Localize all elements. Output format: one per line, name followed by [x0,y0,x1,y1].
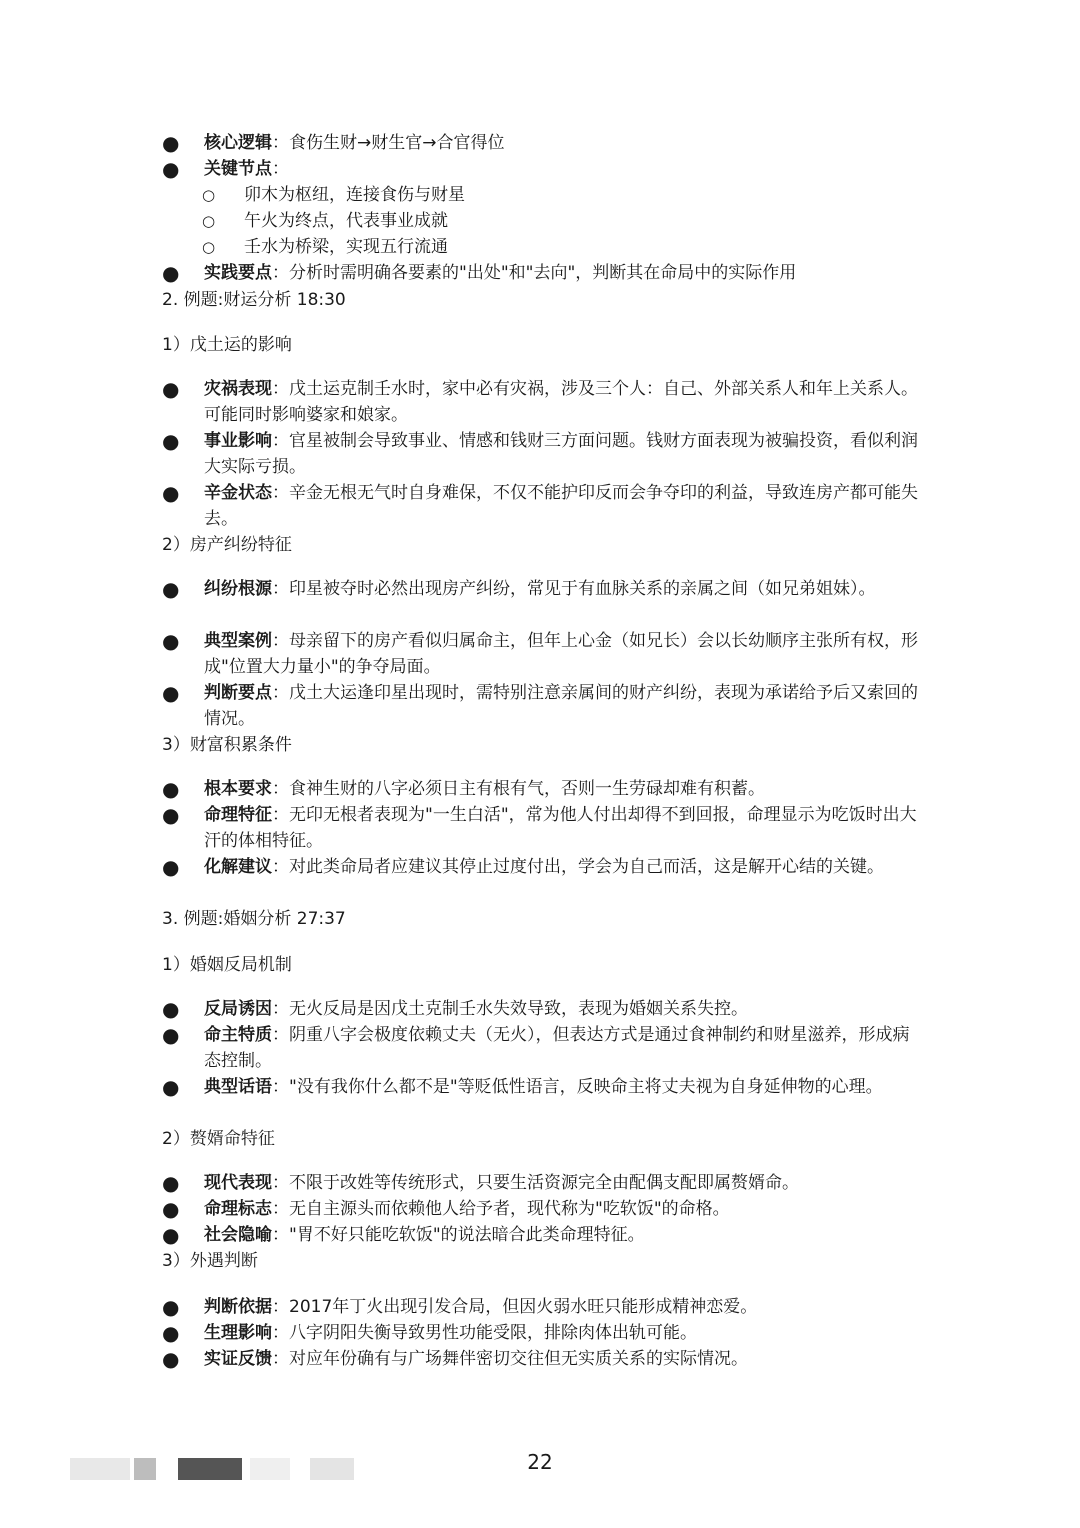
bullet-icon: ● [162,803,180,827]
item-text: 戊土大运逢印星出现时，需特别注意亲属间的财产纠纷，表现为承诺给予后又索回的情况。 [204,683,918,729]
list-item: 命理标志：无自主源头而依赖他人给予者，现代称为"吃软饭"的命格。 [204,1199,730,1219]
list-item: 典型案例：母亲留下的房产看似归属命主，但年上心金（如兄长）会以长幼顺序主张所有权，形成"位置大力量小"的争夺局面。 [204,631,918,677]
item-label: 生理影响 [204,1323,272,1343]
list-item: 事业影响：官星被制会导致事业、情感和钱财三方面问题。钱财方面表现为被骗投资，看似利润大实际亏损。 [204,431,918,477]
item-label: 判断依据 [204,1297,272,1317]
item-label: 辛金状态 [204,483,272,503]
item-label: 实践要点 [204,263,272,283]
list-item: 化解建议：对此类命局者应建议其停止过度付出，学会为自己而活，这是解开心结的关键。 [204,857,884,877]
list-item: 辛金状态：辛金无根无气时自身难保，不仅不能护印反而会争夺印的利益，导致连房产都可能失去。 [204,483,918,529]
bullet-icon: ● [162,481,180,505]
item-text: 阴重八字会极度依赖丈夫（无火），但表达方式是通过食神制约和财星滋养，形成病态控制。 [204,1025,910,1071]
practice-item: 实践要点：分析时需明确各要素的"出处"和"去向"，判断其在命局中的实际作用 [204,263,797,283]
bullet-icon: ● [162,1223,180,1247]
item-text: 辛金无根无气时自身难保，不仅不能护印反而会争夺印的利益，导致连房产都可能失去。 [204,483,918,529]
item-text: 无自主源头而依赖他人给予者，现代称为"吃软饭"的命格。 [289,1199,730,1219]
item-label: 核心逻辑 [204,133,272,153]
blurred-watermark [134,1458,156,1480]
item-text: 八字阴阳失衡导致男性功能受限，排除肉体出轨可能。 [289,1323,697,1343]
item-text: 无印无根者表现为"一生白活"，常为他人付出却得不到回报，命理显示为吃饭时出大汗的体相特征。 [204,805,917,851]
bullet-icon: ● [162,377,180,401]
item-label: 纠纷根源 [204,579,272,599]
item-label: 判断要点 [204,683,272,703]
bullet-icon: ● [162,1023,180,1047]
bullet-icon: ● [162,1197,180,1221]
item-label: 化解建议 [204,857,272,877]
item-label: 社会隐喻 [204,1225,272,1245]
item-text: "胃不好只能吃软饭"的说法暗合此类命理特征。 [289,1225,645,1245]
bullet-icon: ● [162,131,180,155]
subsection-heading: 1）戊土运的影响 [162,335,292,355]
bullet-icon: ● [162,157,180,181]
bullet-icon: ● [162,429,180,453]
item-label: 命主特质 [204,1025,272,1045]
bullet-icon: ● [162,577,180,601]
item-label: 现代表现 [204,1173,272,1193]
list-item: 典型话语："没有我你什么都不是"等贬低性语言，反映命主将丈夫视为自身延伸物的心理。 [204,1077,883,1097]
item-text: 食神生财的八字必须日主有根有气，否则一生劳碌却难有积蓄。 [289,779,765,799]
item-label: 事业影响 [204,431,272,451]
list-item: 判断依据：2017年丁火出现引发合局，但因火弱水旺只能形成精神恋爱。 [204,1297,758,1317]
bullet-icon: ● [162,997,180,1021]
item-label: 根本要求 [204,779,272,799]
item-label: 反局诱因 [204,999,272,1019]
subsection-heading: 2）房产纠纷特征 [162,535,292,555]
subsection-heading: 3）外遇判断 [162,1251,258,1271]
list-item: 命主特质：阴重八字会极度依赖丈夫（无火），但表达方式是通过食神制约和财星滋养，形成病态控制。 [204,1025,910,1071]
item-text: 对应年份确有与广场舞伴密切交往但无实质关系的实际情况。 [289,1349,748,1369]
sub-bullet-icon: ○ [202,212,216,230]
item-text: 食伤生财→财生官→合官得位 [289,133,505,153]
blurred-watermark [70,1458,130,1480]
bullet-icon: ● [162,1347,180,1371]
item-label: 实证反馈 [204,1349,272,1369]
list-item: 实证反馈：对应年份确有与广场舞伴密切交往但无实质关系的实际情况。 [204,1349,748,1369]
section-heading: 2. 例题:财运分析 18:30 [162,290,346,310]
intro-item: 关键节点： [204,159,289,179]
list-item: 命理特征：无印无根者表现为"一生白活"，常为他人付出却得不到回报，命理显示为吃饭时出大汗的体相特征。 [204,805,917,851]
bullet-icon: ● [162,1295,180,1319]
bullet-icon: ● [162,629,180,653]
item-label: 命理特征 [204,805,272,825]
blurred-watermark [178,1458,242,1480]
bullet-icon: ● [162,777,180,801]
node-item: 壬水为桥梁，实现五行流通 [244,237,448,257]
item-text: 母亲留下的房产看似归属命主，但年上心金（如兄长）会以长幼顺序主张所有权，形成"位置大力量小"的争夺局面。 [204,631,918,677]
list-item: 现代表现：不限于改姓等传统形式，只要生活资源完全由配偶支配即属赘婿命。 [204,1173,799,1193]
node-item: 卯木为枢纽，连接食伤与财星 [244,185,465,205]
list-item: 生理影响：八字阴阳失衡导致男性功能受限，排除肉体出轨可能。 [204,1323,697,1343]
bullet-icon: ● [162,855,180,879]
blurred-watermark [310,1458,354,1480]
item-text: "没有我你什么都不是"等贬低性语言，反映命主将丈夫视为自身延伸物的心理。 [289,1077,883,1097]
list-item: 反局诱因：无火反局是因戊土克制壬水失效导致，表现为婚姻关系失控。 [204,999,748,1019]
item-text: 无火反局是因戊土克制壬水失效导致，表现为婚姻关系失控。 [289,999,748,1019]
subsection-heading: 1）婚姻反局机制 [162,955,292,975]
item-text: 对此类命局者应建议其停止过度付出，学会为自己而活，这是解开心结的关键。 [289,857,884,877]
bullet-icon: ● [162,681,180,705]
blurred-watermark [250,1458,290,1480]
subsection-heading: 3）财富积累条件 [162,735,292,755]
bullet-icon: ● [162,1321,180,1345]
item-text: 不限于改姓等传统形式，只要生活资源完全由配偶支配即属赘婿命。 [289,1173,799,1193]
subsection-heading: 2）赘婿命特征 [162,1129,275,1149]
bullet-icon: ● [162,1171,180,1195]
item-label: 典型话语 [204,1077,272,1097]
intro-item: 核心逻辑：食伤生财→财生官→合官得位 [204,133,505,153]
page-number: 22 [527,1450,553,1474]
list-item: 纠纷根源：印星被夺时必然出现房产纠纷，常见于有血脉关系的亲属之间（如兄弟姐妹）。 [204,579,876,599]
sub-bullet-icon: ○ [202,238,216,256]
list-item: 社会隐喻："胃不好只能吃软饭"的说法暗合此类命理特征。 [204,1225,645,1245]
section-heading: 3. 例题:婚姻分析 27:37 [162,909,346,929]
sub-bullet-icon: ○ [202,186,216,204]
item-text: 印星被夺时必然出现房产纠纷，常见于有血脉关系的亲属之间（如兄弟姐妹）。 [289,579,876,599]
item-text: 官星被制会导致事业、情感和钱财三方面问题。钱财方面表现为被骗投资，看似利润大实际亏损。 [204,431,918,477]
item-text: 戊土运克制壬水时，家中必有灾祸，涉及三个人：自己、外部关系人和年上关系人。可能同时影响婆家和娘家。 [204,379,918,425]
item-label: 关键节点 [204,159,272,179]
list-item: 灾祸表现：戊土运克制壬水时，家中必有灾祸，涉及三个人：自己、外部关系人和年上关系人。可能同时影响婆家和娘家。 [204,379,918,425]
node-item: 午火为终点，代表事业成就 [244,211,448,231]
bullet-icon: ● [162,261,180,285]
bullet-icon: ● [162,1075,180,1099]
item-text: 2017年丁火出现引发合局，但因火弱水旺只能形成精神恋爱。 [289,1297,758,1317]
list-item: 判断要点：戊土大运逢印星出现时，需特别注意亲属间的财产纠纷，表现为承诺给予后又索回的情况。 [204,683,918,729]
item-label: 灾祸表现 [204,379,272,399]
item-label: 典型案例 [204,631,272,651]
item-label: 命理标志 [204,1199,272,1219]
list-item: 根本要求：食神生财的八字必须日主有根有气，否则一生劳碌却难有积蓄。 [204,779,765,799]
item-text: 分析时需明确各要素的"出处"和"去向"，判断其在命局中的实际作用 [289,263,797,283]
